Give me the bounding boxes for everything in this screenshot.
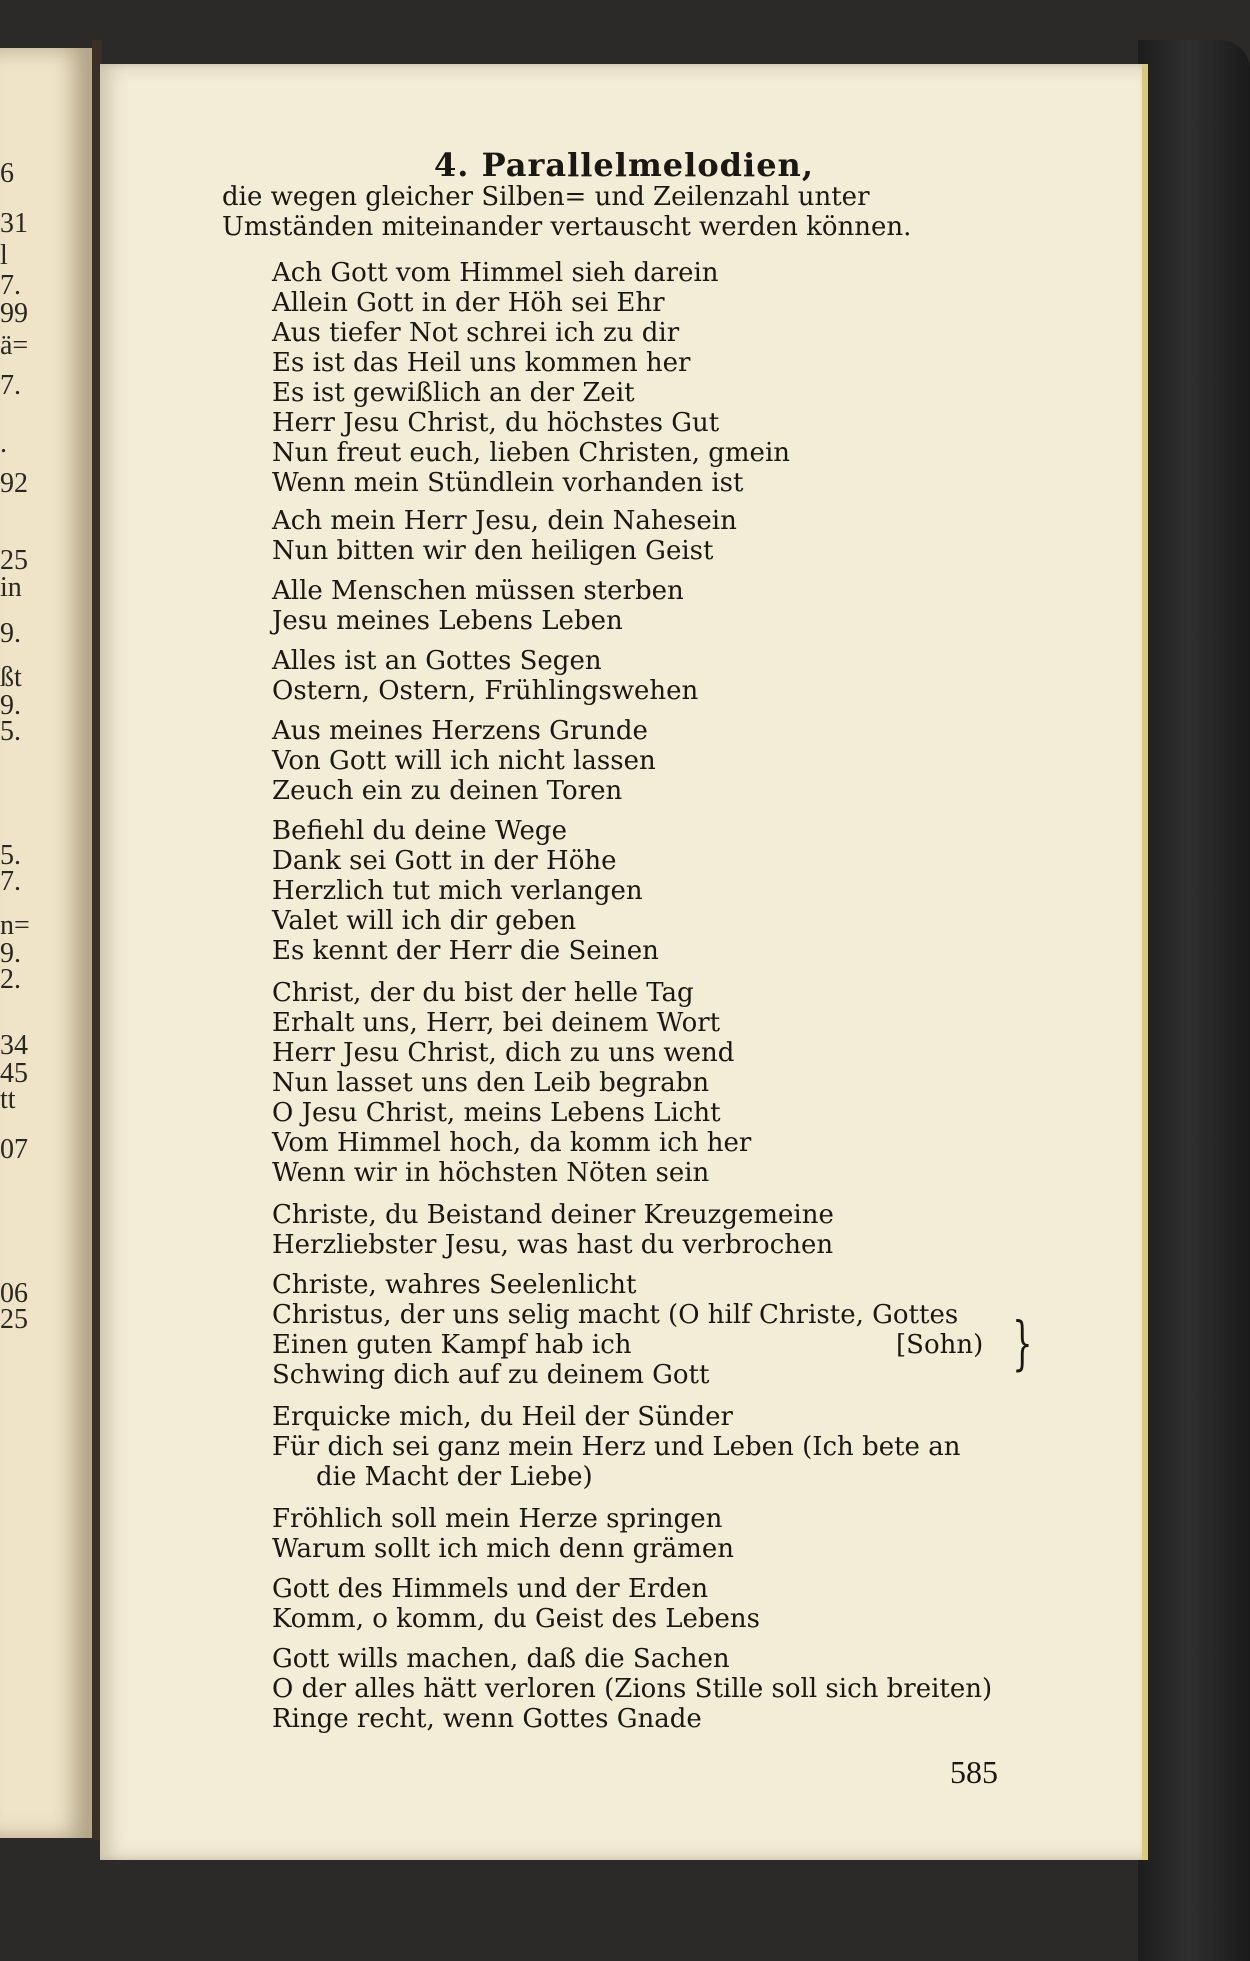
left-edge-text: 7. <box>0 866 21 897</box>
left-edge-text: 31 <box>0 208 28 239</box>
left-edge-text: 07 <box>0 1134 28 1165</box>
left-edge-text: tt <box>0 1084 16 1115</box>
hymn-title: Aus tiefer Not schrei ich zu dir <box>272 318 680 348</box>
book-page <box>100 64 1148 1860</box>
hymn-title: Einen guten Kampf hab ich <box>272 1330 632 1360</box>
hymn-title: Herzliebster Jesu, was hast du verbrochen <box>272 1230 834 1260</box>
left-edge-text: ßt <box>0 662 22 693</box>
hymn-title: Christus, der uns selig macht (O hilf Christe, Gottes <box>272 1300 959 1330</box>
hymn-title: Fröhlich soll mein Herze springen <box>272 1504 723 1534</box>
left-edge-text: 9. <box>0 618 21 649</box>
hymn-title-continued: die Macht der Liebe) <box>316 1462 593 1492</box>
section-heading: 4. Parallelmelodien, <box>434 146 814 184</box>
intro-line: Umständen miteinander vertauscht werden können. <box>222 212 912 242</box>
left-edge-text: . <box>0 428 7 459</box>
hymn-title: Christe, wahres Seelenlicht <box>272 1270 637 1300</box>
hymn-title: Es kennt der Herr die Seinen <box>272 936 659 966</box>
hymn-title: Alle Menschen müssen sterben <box>272 576 684 606</box>
hymn-title: Jesu meines Lebens Leben <box>272 606 623 636</box>
hymn-title: Erquicke mich, du Heil der Sünder <box>272 1402 733 1432</box>
left-edge-text: 5. <box>0 716 21 747</box>
left-edge-text: 92 <box>0 468 28 499</box>
hymn-title: Für dich sei ganz mein Herz und Leben (Ich bete an <box>272 1432 961 1462</box>
hymn-title: Zeuch ein zu deinen Toren <box>272 776 623 806</box>
hymn-title: Ach Gott vom Himmel sieh darein <box>272 258 719 288</box>
hymn-title: Warum sollt ich mich denn grämen <box>272 1534 734 1564</box>
left-edge-text: 7. <box>0 370 21 401</box>
left-edge-text: 99 <box>0 298 28 329</box>
hymn-title: Ostern, Ostern, Frühlingswehen <box>272 676 699 706</box>
hymn-title: Erhalt uns, Herr, bei deinem Wort <box>272 1008 721 1038</box>
hymn-title: Befiehl du deine Wege <box>272 816 567 846</box>
left-edge-text: ä= <box>0 330 29 361</box>
book-cover-edge <box>1138 40 1250 1961</box>
hymn-title: Ringe recht, wenn Gottes Gnade <box>272 1704 702 1734</box>
hymn-title: Christ, der du bist der helle Tag <box>272 978 694 1008</box>
left-edge-text: 25 <box>0 1304 28 1335</box>
hymn-title: O Jesu Christ, meins Lebens Licht <box>272 1098 721 1128</box>
hymn-title: Christe, du Beistand deiner Kreuzgemeine <box>272 1200 834 1230</box>
hymn-title: Herzlich tut mich verlangen <box>272 876 643 906</box>
hymn-title: Wenn mein Stündlein vorhanden ist <box>272 468 744 498</box>
left-edge-text: 9. <box>0 938 21 969</box>
left-edge-text: 5. <box>0 840 21 871</box>
hymn-title: Ach mein Herr Jesu, dein Nahesein <box>272 506 737 536</box>
hymn-title: Komm, o komm, du Geist des Lebens <box>272 1604 760 1634</box>
hymn-title: Alles ist an Gottes Segen <box>272 646 602 676</box>
hymn-title: Von Gott will ich nicht lassen <box>272 746 656 776</box>
left-edge-text: 7. <box>0 270 21 301</box>
left-edge-text: 45 <box>0 1058 28 1089</box>
hymn-title: Nun freut euch, lieben Christen, gmein <box>272 438 791 468</box>
hymn-title: Valet will ich dir geben <box>272 906 577 936</box>
page-edge <box>1142 64 1148 1860</box>
hymn-title: Dank sei Gott in der Höhe <box>272 846 617 876</box>
hymn-title: Es ist das Heil uns kommen her <box>272 348 691 378</box>
hymn-title: Aus meines Herzens Grunde <box>272 716 648 746</box>
hymn-title: Herr Jesu Christ, du höchstes Gut <box>272 408 720 438</box>
intro-line: die wegen gleicher Silben= und Zeilenzahl unter <box>222 182 870 212</box>
left-edge-text: l <box>0 240 8 271</box>
brace-mark: } <box>1012 1309 1033 1377</box>
continuation-note: [Sohn) <box>896 1330 984 1360</box>
hymn-title: Herr Jesu Christ, dich zu uns wend <box>272 1038 735 1068</box>
left-edge-text: 6 <box>0 158 14 189</box>
hymn-title: Allein Gott in der Höh sei Ehr <box>272 288 665 318</box>
hymn-title: Wenn wir in höchsten Nöten sein <box>272 1158 710 1188</box>
hymn-title: Es ist gewißlich an der Zeit <box>272 378 635 408</box>
hymn-title: O der alles hätt verloren (Zions Stille soll sich breiten) <box>272 1674 993 1704</box>
hymn-title: Nun lasset uns den Leib begrabn <box>272 1068 710 1098</box>
hymn-title: Vom Himmel hoch, da komm ich her <box>272 1128 752 1158</box>
left-edge-text: 34 <box>0 1030 28 1061</box>
left-edge-text: 25 <box>0 545 28 576</box>
hymn-title: Nun bitten wir den heiligen Geist <box>272 536 714 566</box>
left-edge-text: n= <box>0 910 30 941</box>
left-edge-text: 2. <box>0 964 21 995</box>
hymn-title: Gott wills machen, daß die Sachen <box>272 1644 730 1674</box>
left-edge-text: 9. <box>0 690 21 721</box>
left-page-edge <box>0 48 92 1838</box>
left-edge-text: 06 <box>0 1278 28 1309</box>
hymn-title: Gott des Himmels und der Erden <box>272 1574 709 1604</box>
left-edge-text: in <box>0 572 22 603</box>
hymn-title: Schwing dich auf zu deinem Gott <box>272 1360 710 1390</box>
page-number: 585 <box>950 1754 998 1790</box>
